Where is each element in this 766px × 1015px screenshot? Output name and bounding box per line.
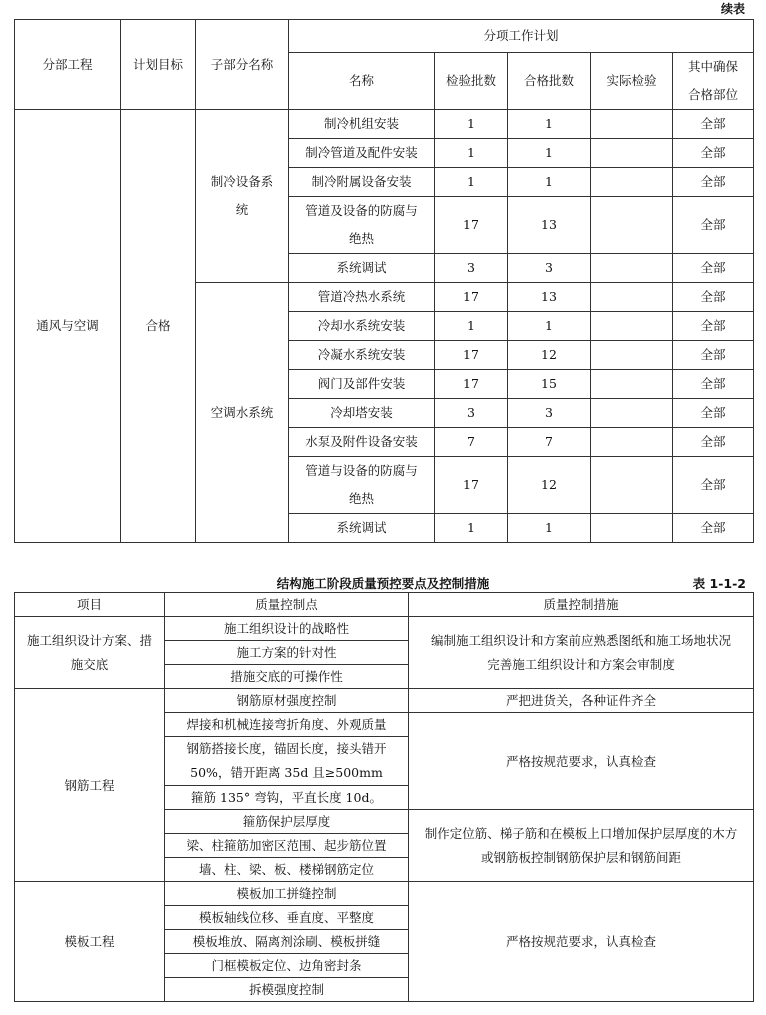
item-ensure: 全部 — [673, 197, 754, 254]
control-point: 钢筋原材强度控制 — [165, 689, 409, 713]
item-actual — [591, 197, 673, 254]
table2-caption — [0, 574, 766, 590]
header-name: 名称 — [289, 53, 435, 110]
control-point — [165, 737, 409, 786]
item-ensure: 全部 — [673, 428, 754, 457]
item-inspection: 3 — [435, 399, 508, 428]
item-qualified: 3 — [508, 399, 591, 428]
item-ensure: 全部 — [673, 457, 754, 514]
control-point-line2: 50%，错开距离 35d 且≥500mm — [190, 765, 383, 780]
table-row — [15, 689, 754, 713]
table-row — [15, 110, 754, 139]
control-point: 模板加工拼缝控制 — [165, 882, 409, 906]
division-cell: 通风与空调 — [15, 110, 121, 543]
control-point: 措施交底的可操作性 — [165, 665, 409, 689]
item-inspection: 1 — [435, 139, 508, 168]
header-ensure-line1: 其中确保 — [687, 59, 738, 74]
header-point: 质量控制点 — [165, 593, 409, 617]
item-inspection: 17 — [435, 283, 508, 312]
control-measure: 严把进货关，各种证件齐全 — [409, 689, 754, 713]
item-name: 阀门及部件安装 — [289, 370, 435, 399]
header-target: 计划目标 — [121, 20, 196, 110]
item-name: 系统调试 — [289, 254, 435, 283]
control-point: 箍筋保护层厚度 — [165, 810, 409, 834]
item-qualified: 7 — [508, 428, 591, 457]
control-point: 模板轴线位移、垂直度、平整度 — [165, 906, 409, 930]
item-ensure: 全部 — [673, 139, 754, 168]
item-actual — [591, 283, 673, 312]
control-point: 施工组织设计的战略性 — [165, 617, 409, 641]
item-ensure: 全部 — [673, 514, 754, 543]
measure-line1: 制作定位筋、梯子筋和在模板上口增加保护层厚度的木方 — [424, 825, 738, 841]
control-measure: 严格按规范要求，认真检查 — [409, 882, 754, 1002]
item-qualified: 13 — [508, 283, 591, 312]
header-ensure-qualified — [673, 53, 754, 110]
control-point: 门框模板定位、边角密封条 — [165, 954, 409, 978]
work-plan-table — [14, 19, 754, 543]
item-ensure: 全部 — [673, 283, 754, 312]
item-ensure: 全部 — [673, 341, 754, 370]
item-ensure: 全部 — [673, 312, 754, 341]
header-measure: 质量控制措施 — [409, 593, 754, 617]
subdivision-cell — [196, 110, 289, 283]
item-name-line1: 管道与设备的防腐与 — [305, 463, 418, 478]
section-item: 钢筋工程 — [15, 689, 165, 882]
item-actual — [591, 341, 673, 370]
item-inspection: 1 — [435, 110, 508, 139]
control-point: 梁、柱箍筋加密区范围、起步筋位置 — [165, 834, 409, 858]
header-plan-group: 分项工作计划 — [289, 20, 754, 53]
item-name: 制冷管道及配件安装 — [289, 139, 435, 168]
control-measure — [409, 810, 754, 882]
header-actual-inspection: 实际检验 — [591, 53, 673, 110]
control-measure — [409, 617, 754, 689]
item-actual — [591, 254, 673, 283]
item-ensure: 全部 — [673, 399, 754, 428]
item-qualified: 12 — [508, 341, 591, 370]
item-qualified: 1 — [508, 312, 591, 341]
item-qualified: 1 — [508, 168, 591, 197]
section-item-line2: 施交底 — [70, 656, 109, 672]
item-ensure: 全部 — [673, 110, 754, 139]
control-point: 焊接和机械连接弯折角度、外观质量 — [165, 713, 409, 737]
item-actual — [591, 312, 673, 341]
item-inspection: 7 — [435, 428, 508, 457]
item-qualified: 12 — [508, 457, 591, 514]
header-qualified-batches: 合格批数 — [508, 53, 591, 110]
quality-control-table — [14, 592, 754, 1002]
item-inspection: 1 — [435, 312, 508, 341]
target-cell: 合格 — [121, 110, 196, 543]
item-qualified: 15 — [508, 370, 591, 399]
table-row — [15, 617, 754, 641]
item-actual — [591, 457, 673, 514]
subdivision-cell: 空调水系统 — [196, 283, 289, 543]
section-item — [15, 617, 165, 689]
header-inspection-batches: 检验批数 — [435, 53, 508, 110]
table-row — [15, 882, 754, 906]
item-name-line2: 绝热 — [348, 231, 374, 246]
item-inspection: 17 — [435, 370, 508, 399]
control-point: 拆模强度控制 — [165, 978, 409, 1002]
measure-line1: 编制施工组织设计和方案前应熟悉图纸和施工场地状况 — [430, 632, 731, 648]
table2-title: 结构施工阶段质量预控要点及控制措施 — [276, 576, 490, 591]
control-measure: 严格按规范要求，认真检查 — [409, 713, 754, 810]
header-ensure-line2: 合格部位 — [687, 87, 738, 102]
item-inspection: 1 — [435, 168, 508, 197]
item-qualified: 1 — [508, 139, 591, 168]
item-actual — [591, 168, 673, 197]
item-inspection: 17 — [435, 341, 508, 370]
section-item-line1: 施工组织设计方案、措 — [26, 632, 152, 648]
item-name: 管道冷热水系统 — [289, 283, 435, 312]
table-header-row — [15, 593, 754, 617]
control-point: 模板堆放、隔离剂涂刷、模板拼缝 — [165, 930, 409, 954]
item-inspection: 17 — [435, 457, 508, 514]
item-name: 制冷附属设备安装 — [289, 168, 435, 197]
item-name — [289, 457, 435, 514]
measure-line2: 完善施工组织设计和方案会审制度 — [487, 656, 675, 672]
item-qualified: 13 — [508, 197, 591, 254]
header-division: 分部工程 — [15, 20, 121, 110]
item-name: 冷却水系统安装 — [289, 312, 435, 341]
item-qualified: 3 — [508, 254, 591, 283]
item-inspection: 1 — [435, 514, 508, 543]
item-qualified: 1 — [508, 514, 591, 543]
item-ensure: 全部 — [673, 370, 754, 399]
item-inspection: 17 — [435, 197, 508, 254]
item-actual — [591, 399, 673, 428]
item-actual — [591, 139, 673, 168]
measure-line2: 或钢筋板控制钢筋保护层和钢筋间距 — [480, 849, 681, 865]
item-ensure: 全部 — [673, 254, 754, 283]
control-point: 墙、柱、梁、板、楼梯钢筋定位 — [165, 858, 409, 882]
section-item: 模板工程 — [15, 882, 165, 1002]
control-point: 箍筋 135° 弯钩，平直长度 10d。 — [165, 786, 409, 810]
item-qualified: 1 — [508, 110, 591, 139]
item-name: 制冷机组安装 — [289, 110, 435, 139]
item-ensure: 全部 — [673, 168, 754, 197]
item-name-line1: 管道及设备的防腐与 — [305, 203, 418, 218]
item-name: 水泵及附件设备安装 — [289, 428, 435, 457]
item-actual — [591, 428, 673, 457]
item-actual — [591, 370, 673, 399]
control-point-line1: 钢筋搭接长度，锚固长度，接头错开 — [186, 741, 387, 756]
header-subdivision: 子部分名称 — [196, 20, 289, 110]
continued-label: 续表 — [720, 2, 745, 16]
item-name: 冷却塔安装 — [289, 399, 435, 428]
subdivision-line1: 制冷设备系 — [210, 174, 274, 189]
item-name: 冷凝水系统安装 — [289, 341, 435, 370]
item-name — [289, 197, 435, 254]
table2-number: 表 1-1-2 — [692, 576, 746, 591]
item-name: 系统调试 — [289, 514, 435, 543]
header-item: 项目 — [15, 593, 165, 617]
item-inspection: 3 — [435, 254, 508, 283]
item-actual — [591, 110, 673, 139]
subdivision-line2: 统 — [235, 202, 249, 217]
item-name-line2: 绝热 — [348, 491, 374, 506]
control-point: 施工方案的针对性 — [165, 641, 409, 665]
item-actual — [591, 514, 673, 543]
